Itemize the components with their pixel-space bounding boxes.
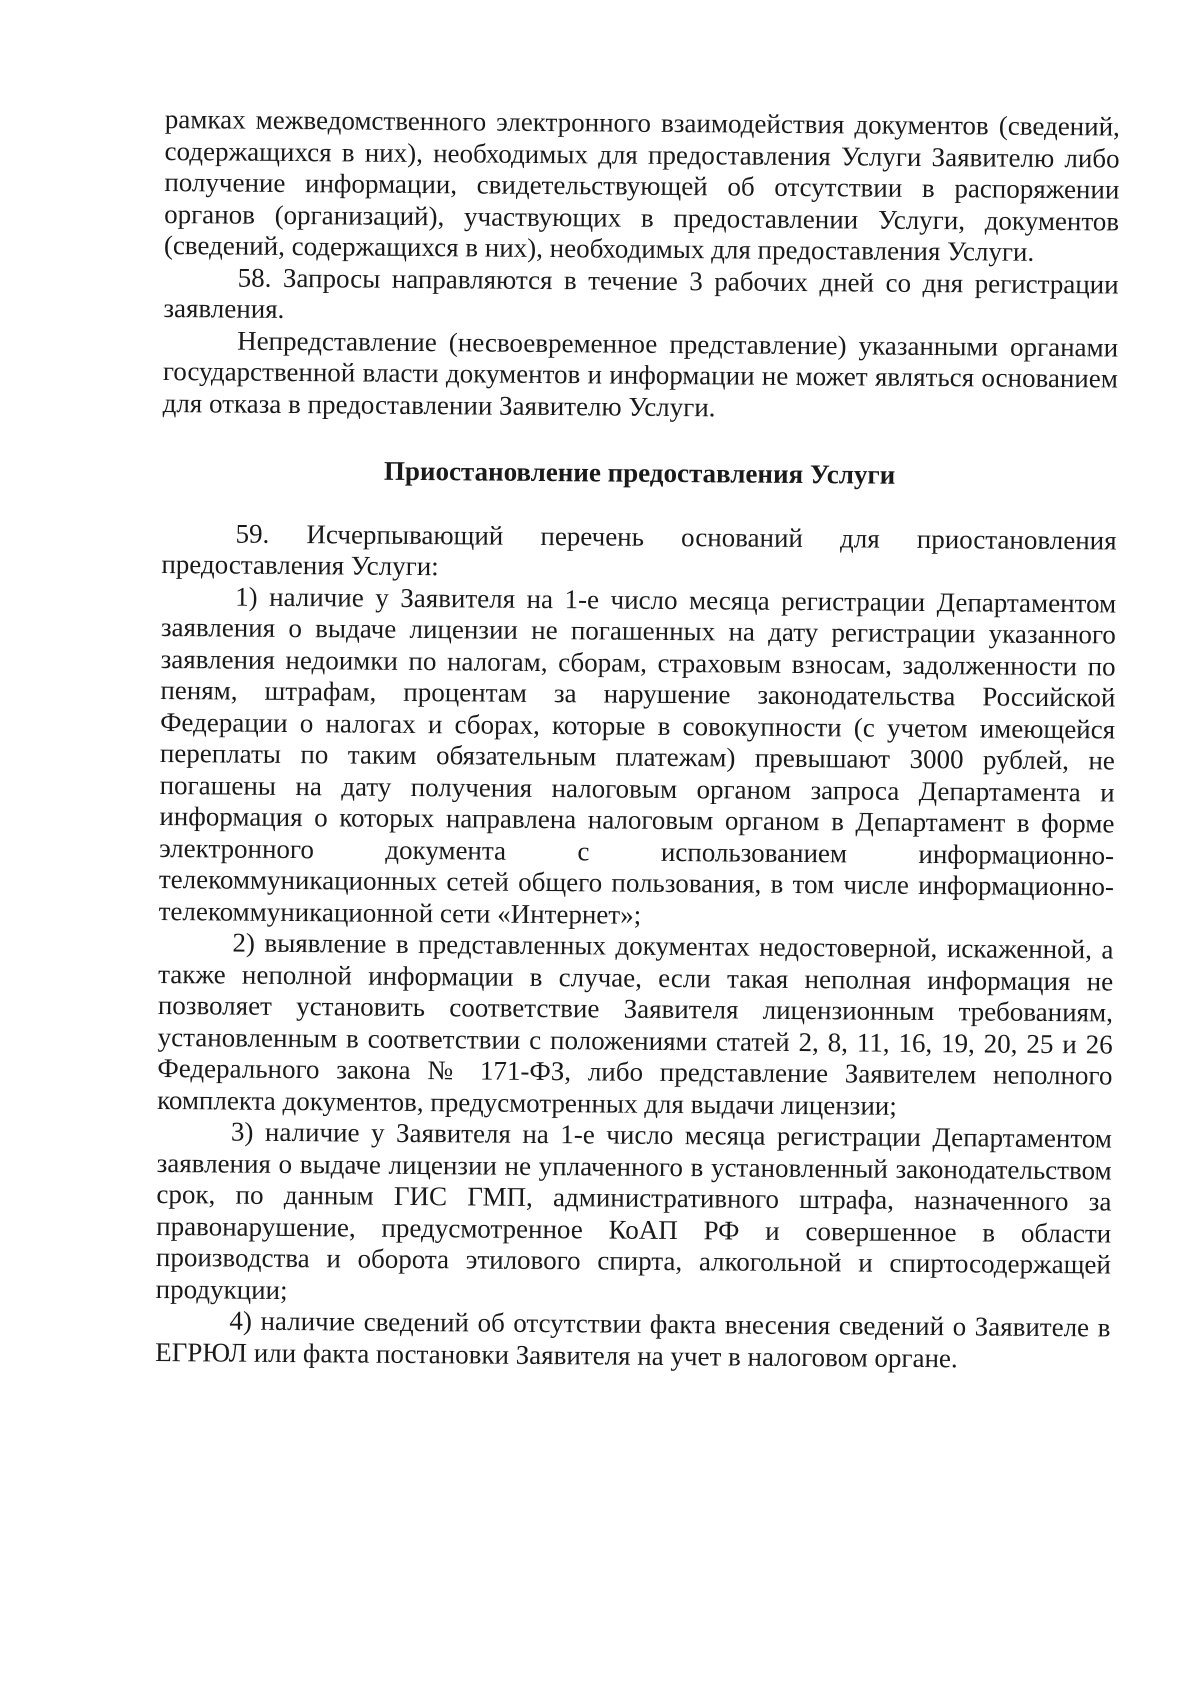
paragraph-59: 59. Исчерпывающий перечень оснований для приостановления предоставления Услуги: (161, 518, 1117, 582)
list-item-3: 3) наличие у Заявителя на 1-е число месяца регистрации Департаментом заявления о выдаче лицензии не уплаченного в установленный законодательством срок, по данным ГИС ГМП, административного штрафа, назначенного за правонарушение, предусмотренное КоАП РФ и совершенное в области производства и оборота этилового спирта, алкогольной и спиртосодержащей продукции; (155, 1116, 1113, 1305)
list-item-2: 2) выявление в представленных документах недостоверной, искаженной, а также неполной информации в случае, если такая неполная информация не позволяет установить соответствие Заявителя лицензионным требованиям, установленным в соответствии с положениями статей 2, 8, 11, 16, 19, 20, 25 и 26 Федерального закона № 171-ФЗ, либо представление Заявителем неполного комплекта документов, предусмотренных для выдачи лицензии; (157, 927, 1114, 1121)
paragraph-nonsubmission: Непредставление (несвоевременное представление) указанными органами государственной власти документов и информации не может являться основанием для отказа в предоставлении Заявителю Услуги. (162, 325, 1119, 422)
list-item-4: 4) наличие сведений об отсутствии факта внесения сведений о Заявителе в ЕГРЮЛ или факта постановки Заявителя на учет в налоговом органе. (155, 1305, 1111, 1373)
paragraph-58: 58. Запросы направляются в течение 3 рабочих дней со дня регистрации заявления. (163, 262, 1119, 324)
paragraph-continuation: рамках межведомственного электронного взаимодействия документов (сведений, содержащихся в них), необходимых для предоставления Услуги Заявителю либо получение информации, свидетельствующей об отсутствии в распоряжении органов (организаций), участвующих в предоставлении Услуги, документов (сведений, содержащихся в них), необходимых для предоставления Услуги. (163, 104, 1120, 267)
document-page (155, 104, 1120, 1375)
list-item-1: 1) наличие у Заявителя на 1-е число месяца регистрации Департаментом заявления о выдаче лицензии не погашенных на дату регистрации указанного заявления недоимки по налогам, сборам, страховым взносам, задолженности по пеням, штрафам, процентам за нарушение законодательства Российской Федерации о налогах и сборах, которые в совокупности (с учетом имеющейся переплаты по таким обязательным платежам) превышают 3000 рублей, не погашены на дату получения налоговым органом запроса Департамента и информация о которых направлена налоговым органом в Департамент в форме электронного документа с использованием информационно-телекоммуникационных сетей общего пользования, в том числе информационно-телекоммуникационной сети «Интернет»; (158, 581, 1117, 930)
section-heading: Приостановление предоставления Услуги (383, 455, 896, 490)
